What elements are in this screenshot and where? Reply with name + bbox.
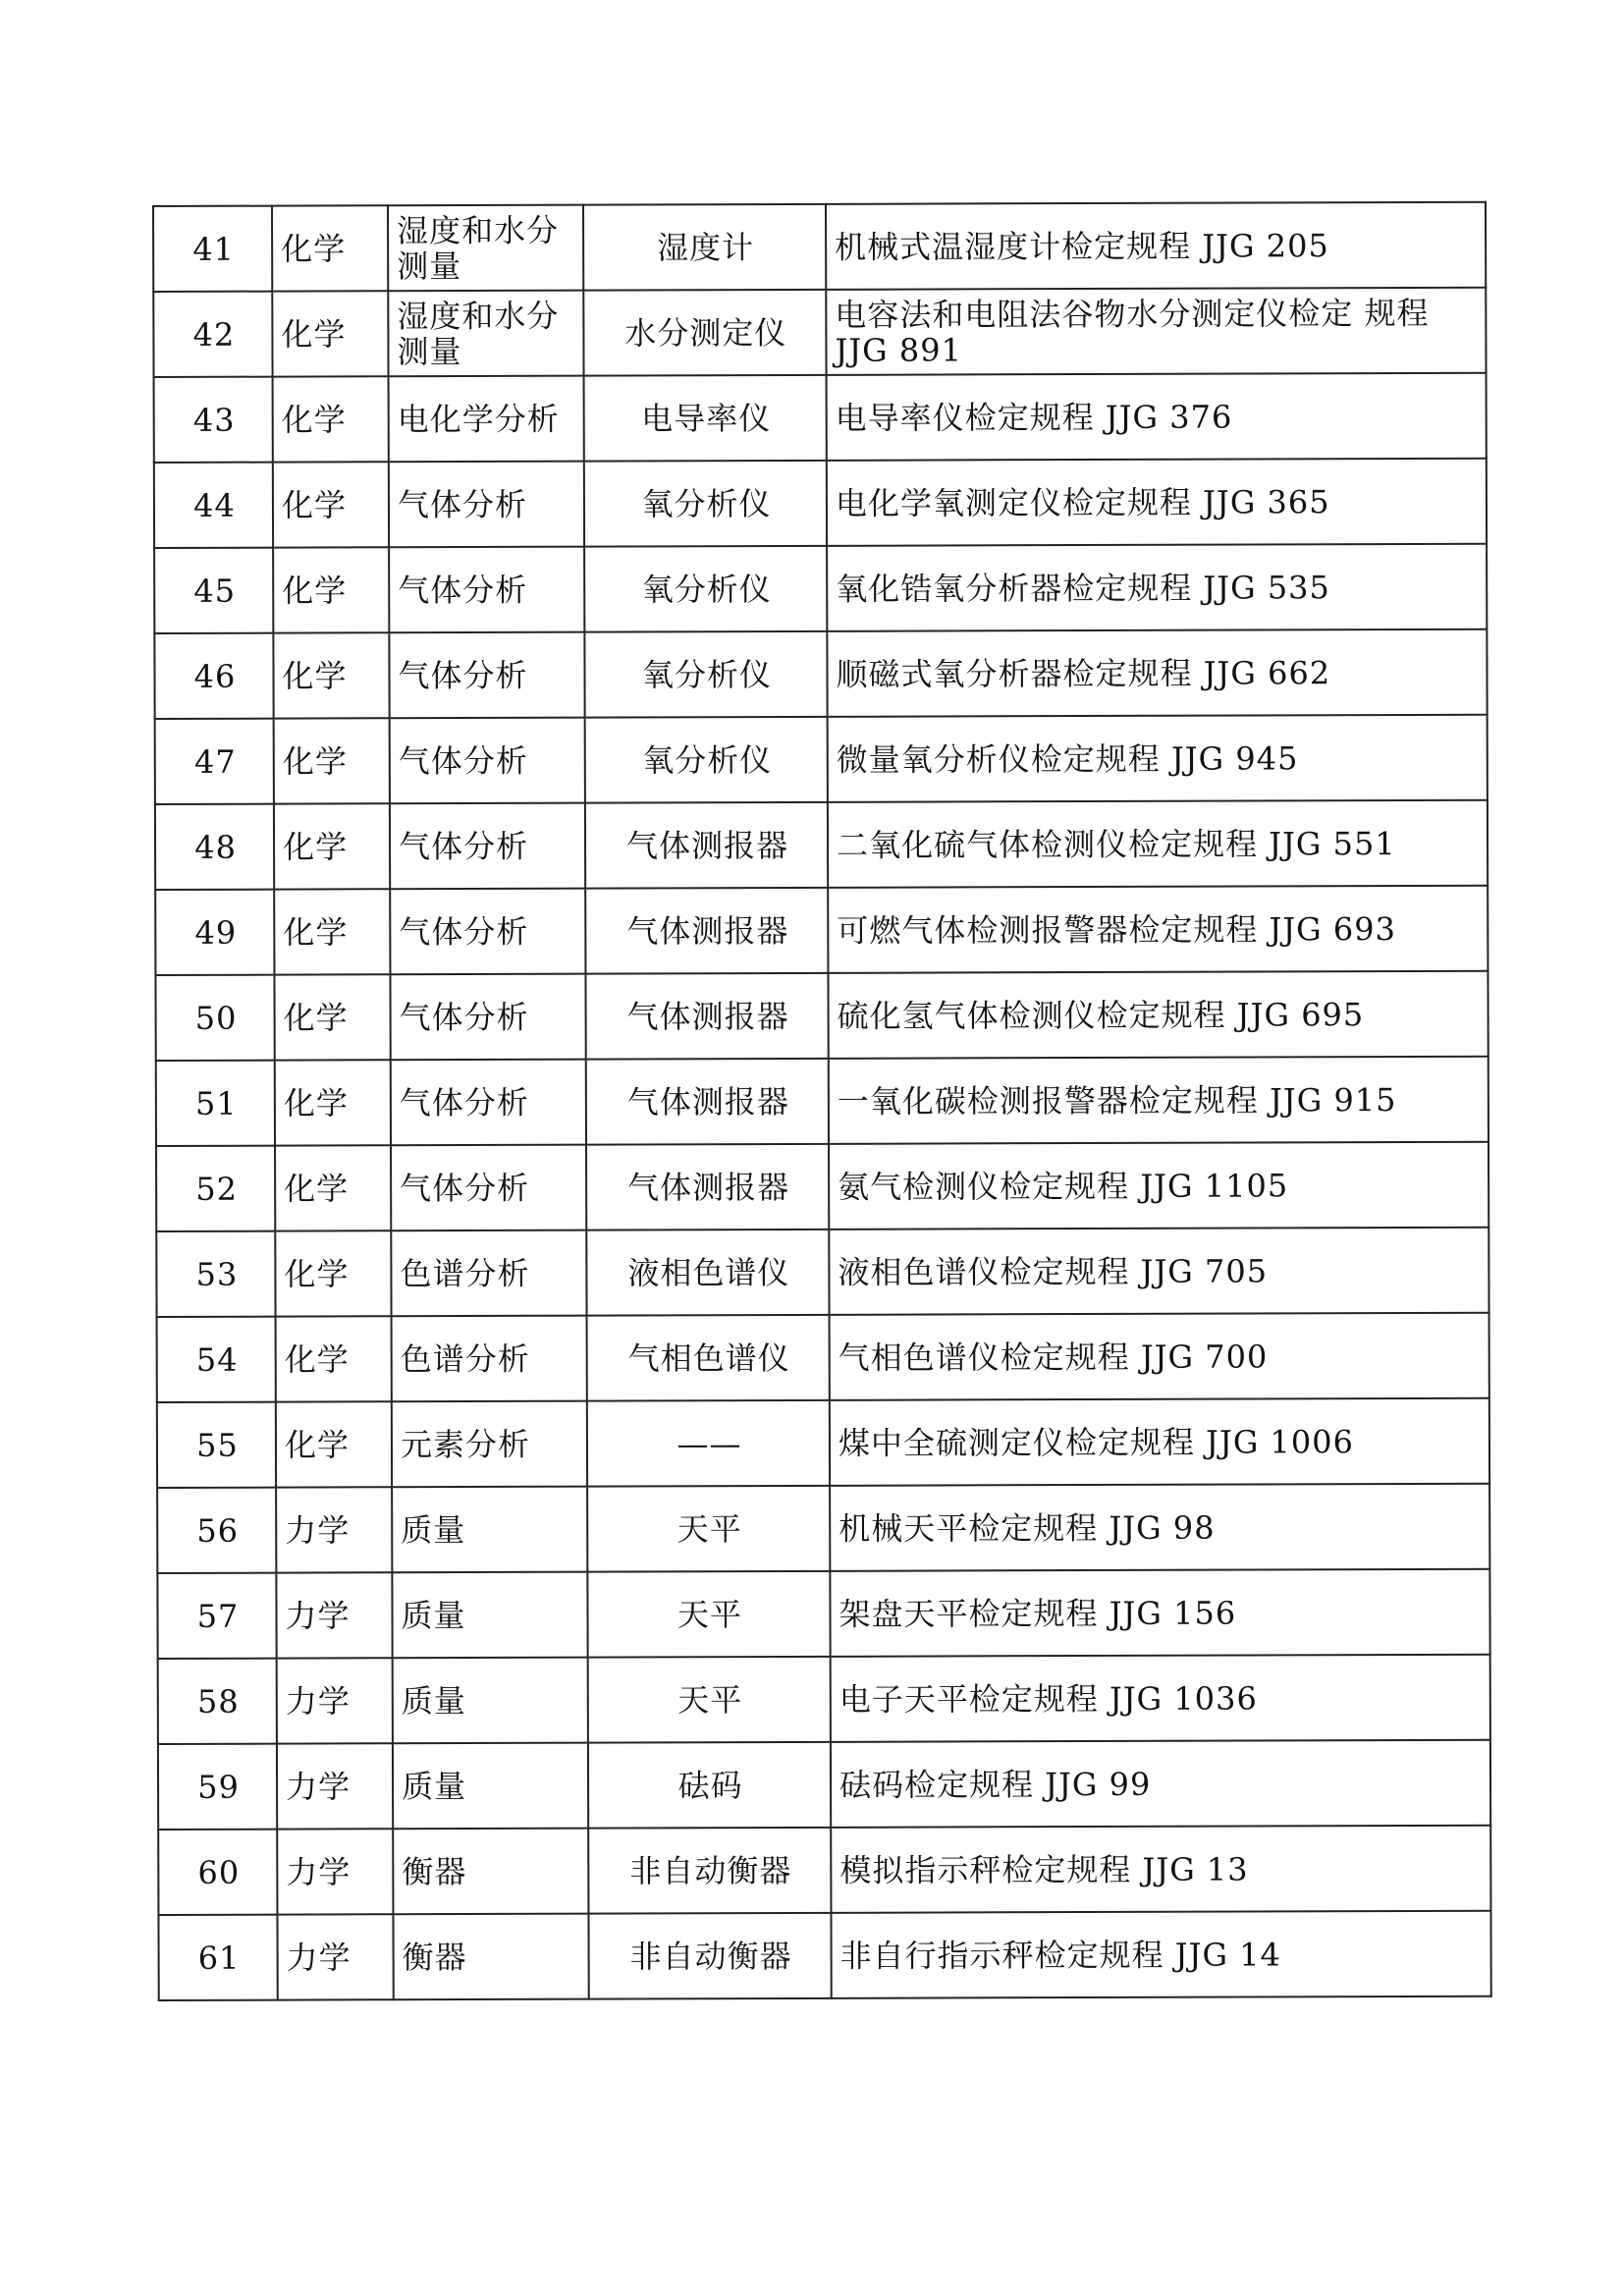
field-cell: 化学: [276, 1316, 392, 1401]
instrument-cell: 液相色谱仪: [586, 1230, 829, 1316]
row-number: 47: [155, 719, 274, 804]
subfield-cell: 气体分析: [389, 632, 584, 719]
regulation-cell: 非自行指示秤检定规程 JJG 14: [831, 1911, 1490, 1998]
field-cell: 力学: [277, 1658, 393, 1743]
instrument-cell: 氧分析仪: [584, 631, 827, 718]
regulation-cell: 机械天平检定规程 JJG 98: [830, 1484, 1489, 1571]
row-number: 44: [154, 463, 273, 548]
row-number: 51: [156, 1061, 275, 1146]
subfield-cell: 湿度和水分测量: [388, 291, 583, 377]
table-row: [156, 1057, 1488, 1146]
table-row: [157, 1313, 1489, 1402]
field-cell: 力学: [276, 1487, 392, 1572]
regulation-cell: 气相色谱仪检定规程 JJG 700: [830, 1313, 1489, 1400]
instrument-cell: 气体测报器: [585, 888, 828, 974]
table-row: [157, 1398, 1489, 1488]
instrument-cell: 电导率仪: [584, 375, 827, 462]
row-number: 58: [158, 1659, 277, 1744]
subfield-cell: 质量: [393, 1658, 588, 1744]
table-row: [155, 800, 1488, 890]
field-cell: 力学: [276, 1572, 392, 1658]
instrument-cell: 气体测报器: [586, 1059, 829, 1145]
subfield-cell: 气体分析: [390, 803, 585, 890]
table-row: [158, 1740, 1490, 1830]
instrument-cell: 氧分析仪: [585, 717, 828, 803]
field-cell: 化学: [275, 1230, 391, 1316]
instrument-cell: 气体测报器: [585, 973, 828, 1060]
row-number: 56: [157, 1488, 276, 1573]
regulation-cell: 氨气检测仪检定规程 JJG 1105: [829, 1142, 1488, 1230]
field-cell: 化学: [274, 803, 390, 889]
table-body: [153, 202, 1491, 2000]
regulation-cell: 电化学氧测定仪检定规程 JJG 365: [827, 459, 1487, 546]
row-number: 55: [157, 1402, 276, 1488]
field-cell: 化学: [273, 376, 389, 462]
subfield-cell: 湿度和水分测量: [388, 205, 583, 292]
regulation-cell: 氧化锆氧分析器检定规程 JJG 535: [827, 544, 1487, 631]
field-cell: 化学: [274, 974, 390, 1060]
regulation-table: [152, 201, 1492, 2001]
table-row: [154, 373, 1487, 463]
regulation-cell: 砝码检定规程 JJG 99: [831, 1740, 1490, 1828]
regulation-cell: 电导率仪检定规程 JJG 376: [827, 373, 1487, 461]
table-row: [157, 1484, 1489, 1573]
field-cell: 化学: [276, 1401, 392, 1487]
subfield-cell: 气体分析: [390, 718, 585, 804]
subfield-cell: 色谱分析: [392, 1316, 587, 1402]
row-number: 43: [154, 377, 273, 463]
instrument-cell: ——: [587, 1400, 830, 1487]
subfield-cell: 色谱分析: [391, 1230, 586, 1317]
subfield-cell: 气体分析: [389, 547, 584, 633]
subfield-cell: 衡器: [393, 1829, 588, 1915]
subfield-cell: 衡器: [393, 1914, 588, 2000]
instrument-cell: 非自动衡器: [588, 1913, 831, 1999]
instrument-cell: 非自动衡器: [588, 1828, 831, 1914]
table-row: [154, 629, 1487, 719]
table-row: [155, 886, 1488, 975]
subfield-cell: 气体分析: [391, 1145, 586, 1231]
subfield-cell: 质量: [393, 1743, 588, 1830]
field-cell: 化学: [272, 205, 388, 291]
table-row: [154, 459, 1487, 548]
subfield-cell: 质量: [392, 1487, 587, 1573]
regulation-cell: 液相色谱仪检定规程 JJG 705: [829, 1228, 1488, 1315]
row-number: 46: [154, 633, 273, 719]
regulation-cell: 微量氧分析仪检定规程 JJG 945: [828, 715, 1488, 802]
field-cell: 力学: [277, 1829, 393, 1914]
instrument-cell: 天平: [588, 1657, 831, 1743]
table-row: [153, 288, 1486, 377]
instrument-cell: 天平: [587, 1571, 830, 1658]
row-number: 57: [157, 1573, 276, 1659]
subfield-cell: 气体分析: [391, 1060, 586, 1146]
instrument-cell: 湿度计: [583, 204, 826, 291]
table-row: [157, 1569, 1489, 1659]
row-number: 45: [154, 548, 273, 633]
field-cell: 化学: [275, 1060, 391, 1145]
table-row: [156, 1228, 1488, 1317]
table-row: [155, 971, 1488, 1061]
subfield-cell: 质量: [392, 1572, 587, 1659]
field-cell: 力学: [277, 1914, 393, 1999]
instrument-cell: 气体测报器: [585, 802, 828, 889]
table-row: [153, 202, 1486, 292]
row-number: 48: [155, 804, 274, 890]
instrument-cell: 砝码: [588, 1742, 831, 1829]
row-number: 52: [156, 1146, 275, 1231]
regulation-cell: 架盘天平检定规程 JJG 156: [830, 1569, 1489, 1657]
field-cell: 化学: [274, 718, 390, 803]
row-number: 54: [157, 1317, 276, 1402]
row-number: 61: [158, 1915, 277, 2000]
subfield-cell: 气体分析: [389, 462, 584, 548]
table-row: [156, 1142, 1488, 1231]
instrument-cell: 气相色谱仪: [587, 1315, 830, 1401]
subfield-cell: 元素分析: [392, 1401, 587, 1488]
row-number: 60: [158, 1830, 277, 1915]
row-number: 49: [155, 890, 274, 975]
instrument-cell: 气体测报器: [586, 1144, 829, 1230]
row-number: 53: [156, 1231, 275, 1317]
field-cell: 化学: [274, 889, 390, 974]
instrument-cell: 天平: [587, 1486, 830, 1572]
regulation-cell: 煤中全硫测定仪检定规程 JJG 1006: [830, 1398, 1489, 1486]
field-cell: 力学: [277, 1743, 393, 1829]
field-cell: 化学: [273, 547, 389, 632]
row-number: 42: [153, 292, 272, 377]
row-number: 41: [153, 206, 272, 292]
regulation-cell: 一氧化碳检测报警器检定规程 JJG 915: [829, 1057, 1488, 1144]
subfield-cell: 气体分析: [390, 889, 585, 975]
instrument-cell: 氧分析仪: [584, 461, 827, 547]
table-row: [155, 715, 1488, 804]
instrument-cell: 氧分析仪: [584, 546, 827, 632]
regulation-cell: 顺磁式氧分析器检定规程 JJG 662: [827, 629, 1487, 717]
table-row: [158, 1911, 1490, 2000]
field-cell: 化学: [273, 632, 389, 718]
subfield-cell: 气体分析: [390, 974, 585, 1061]
regulation-cell: 机械式温湿度计检定规程 JJG 205: [826, 202, 1486, 290]
field-cell: 化学: [273, 462, 389, 547]
table-row: [158, 1826, 1490, 1915]
regulation-cell: 模拟指示秤检定规程 JJG 13: [831, 1826, 1490, 1913]
subfield-cell: 电化学分析: [389, 376, 584, 463]
regulation-cell: 二氧化硫气体检测仪检定规程 JJG 551: [828, 800, 1488, 888]
table-row: [158, 1655, 1490, 1744]
field-cell: 化学: [272, 291, 388, 376]
regulation-cell: 硫化氢气体检测仪检定规程 JJG 695: [828, 971, 1488, 1059]
field-cell: 化学: [275, 1145, 391, 1230]
regulation-cell: 可燃气体检测报警器检定规程 JJG 693: [828, 886, 1488, 973]
table-row: [154, 544, 1487, 633]
regulation-cell: 电容法和电阻法谷物水分测定仪检定 规程 JJG 891: [826, 288, 1486, 375]
row-number: 59: [158, 1744, 277, 1830]
regulation-cell: 电子天平检定规程 JJG 1036: [831, 1655, 1490, 1742]
row-number: 50: [155, 975, 274, 1061]
instrument-cell: 水分测定仪: [583, 290, 826, 376]
